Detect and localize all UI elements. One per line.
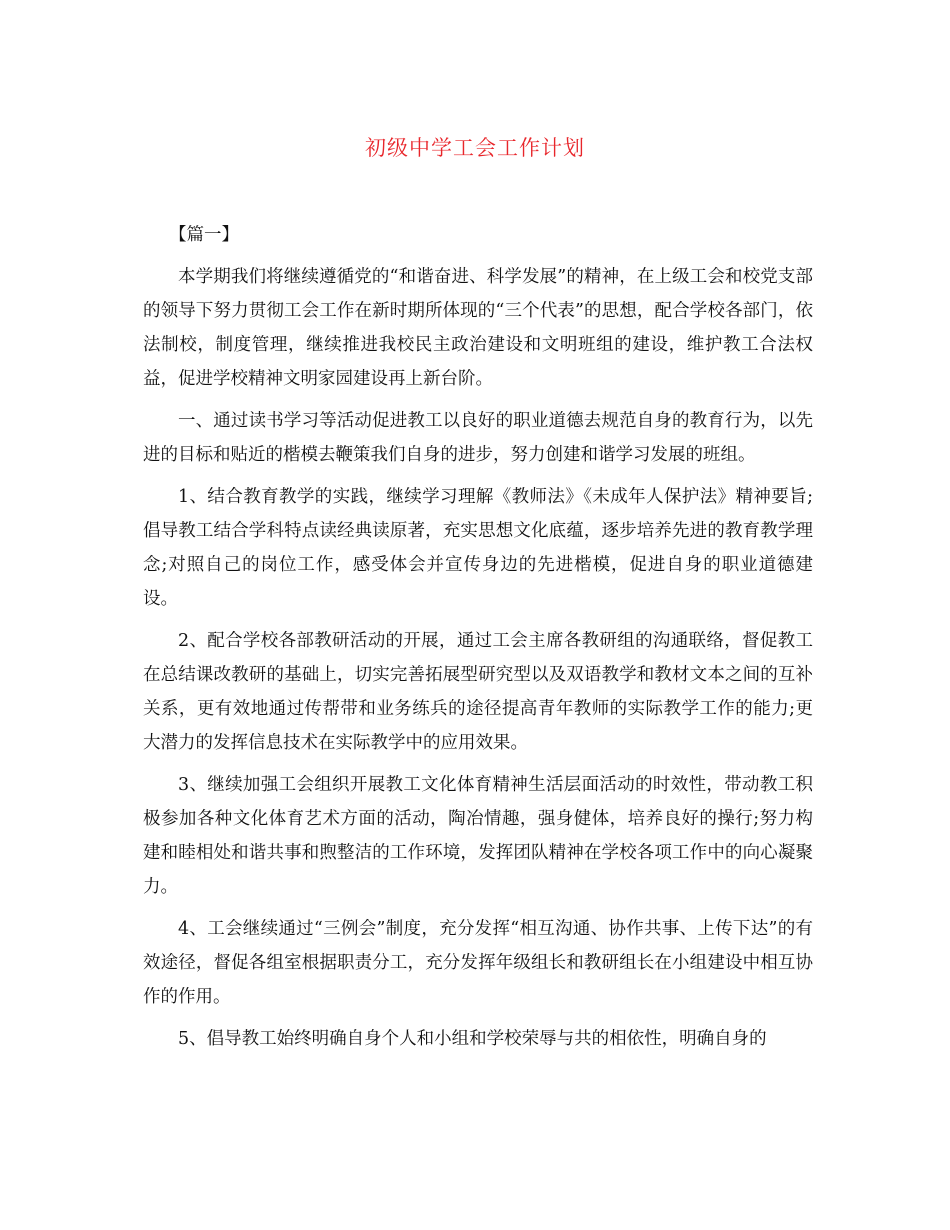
paragraph-point-4: 4、工会继续通过“三例会”制度，充分发挥“相互沟通、协作共事、上传下达”的有效途径，督促各组室根据职责分工，充分发挥年级组长和教研组长在小组建设中相互协作的作用。 bbox=[143, 919, 813, 1007]
document-title: 初级中学工会工作计划 bbox=[365, 136, 585, 160]
paragraph-point-2: 2、配合学校各部教研活动的开展，通过工会主席各教研组的沟通联络，督促教工在总结课改教研的基础上，切实完善拓展型研究型以及双语教学和教材文本之间的互补关系，更有效地通过传帮带和业务练兵的途径提高青年教师的实际教学工作的能力;更大潜力的发挥信息技术在实际教学中的应用效果。 bbox=[143, 631, 813, 753]
section-label: 【篇一】 bbox=[169, 225, 239, 245]
paragraph-item-one: 一、通过读书学习等活动促进教工以良好的职业道德去规范自身的教育行为，以先进的目标和贴近的楷模去鞭策我们自身的进步，努力创建和谐学习发展的班组。 bbox=[143, 411, 813, 465]
document-body bbox=[143, 218, 813, 1064]
paragraph-point-1: 1、结合教育教学的实践，继续学习理解《教师法》《未成年人保护法》精神要旨;倡导教工结合学科特点读经典读原著，充实思想文化底蕴，逐步培养先进的教育教学理念;对照自己的岗位工作，感受体会并宣传身边的先进楷模，促进自身的职业道德建设。 bbox=[143, 487, 813, 609]
paragraph-intro: 本学期我们将继续遵循党的“和谐奋进、科学发展”的精神，在上级工会和校党支部的领导下努力贯彻工会工作在新时期所体现的“三个代表”的思想，配合学校各部门，依法制校，制度管理，继续推进我校民主政治建设和文明班组的建设，维护教工合法权益，促进学校精神文明家园建设再上新台阶。 bbox=[143, 267, 813, 389]
paragraph-point-3: 3、继续加强工会组织开展教工文化体育精神生活层面活动的时效性，带动教工积极参加各种文化体育艺术方面的活动，陶冶情趣，强身健体，培养良好的操行;努力构建和睦相处和谐共事和煦整洁的工作环境，发挥团队精神在学校各项工作中的向心凝聚力。 bbox=[143, 775, 813, 897]
paragraph-point-5: 5、倡导教工始终明确自身个人和小组和学校荣辱与共的相依性，明确自身的 bbox=[178, 1029, 767, 1049]
